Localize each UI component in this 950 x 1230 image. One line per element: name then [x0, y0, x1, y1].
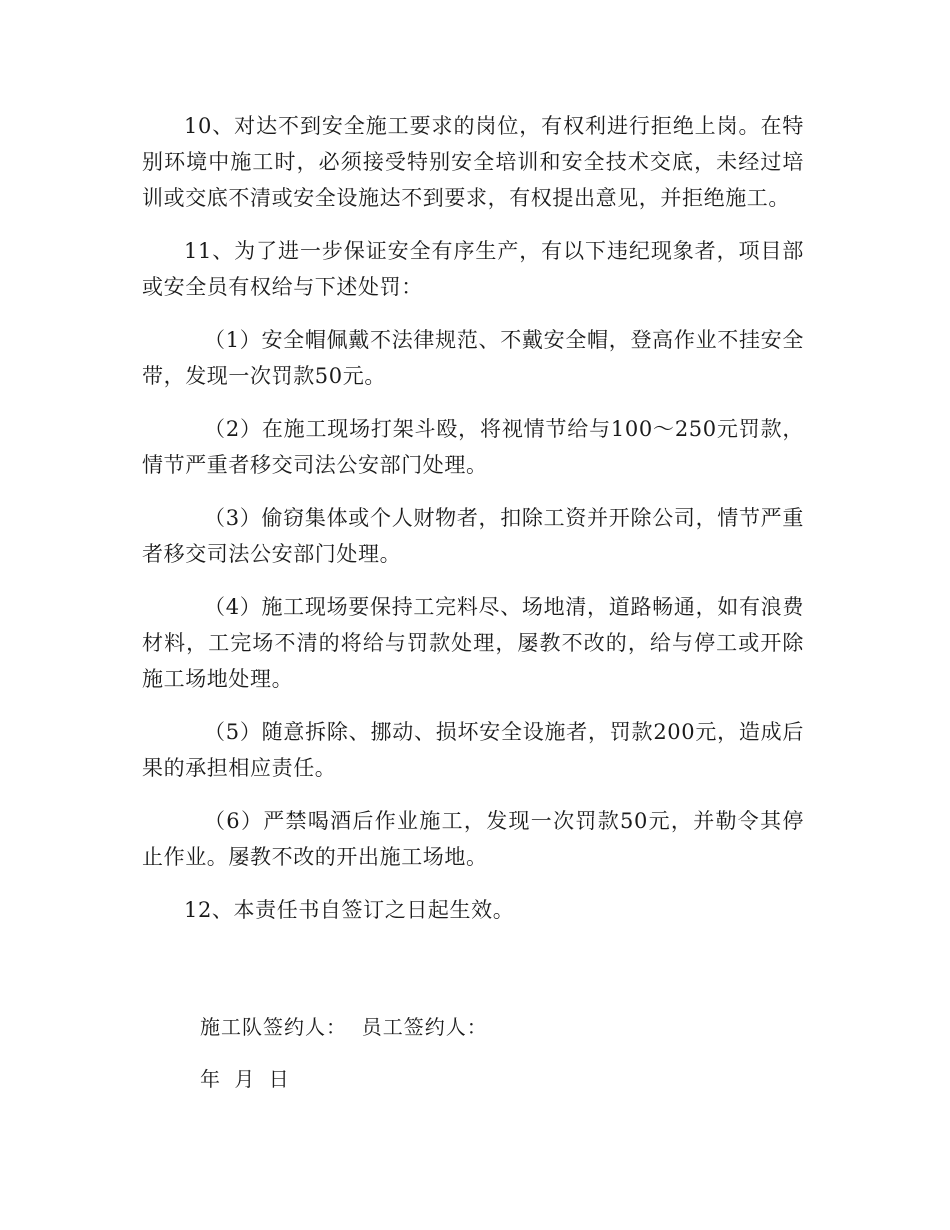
penalty-item-1: （1）安全帽佩戴不法律规范、不戴安全帽，登高作业不挂安全带，发现一次罚款50元。: [142, 328, 804, 388]
document-body: [142, 108, 804, 945]
clause-10: 10、对达不到安全施工要求的岗位，有权利进行拒绝上岗。在特别环境中施工时，必须接受特别安全培训和安全技术交底，未经过培训或交底不清或安全设施达不到要求，有权提出意见，并拒绝施工。: [142, 114, 804, 210]
penalty-item-6: （6）严禁喝酒后作业施工，发现一次罚款50元，并勒令其停止作业。屡教不改的开出施工场地。: [142, 809, 804, 869]
penalty-item-3: （3）偷窃集体或个人财物者，扣除工资并开除公司，情节严重者移交司法公安部门处理。: [142, 506, 804, 566]
signature-line: 施工队签约人： 员工签约人：: [200, 1015, 488, 1039]
penalty-item-2: （2）在施工现场打架斗殴，将视情节给与100～250元罚款，情节严重者移交司法公安部门处理。: [142, 417, 804, 477]
clause-12: 12、本责任书自签订之日起生效。: [184, 898, 515, 922]
penalty-item-5: （5）随意拆除、挪动、损坏安全设施者，罚款200元，造成后果的承担相应责任。: [142, 720, 804, 780]
penalty-item-4: （4）施工现场要保持工完料尽、场地清，道路畅通，如有浪费材料，工完场不清的将给与罚款处理，屡教不改的，给与停工或开除施工场地处理。: [142, 595, 804, 691]
clause-11: 11、为了进一步保证安全有序生产，有以下违纪现象者，项目部或安全员有权给与下述处罚：: [142, 239, 804, 299]
date-line: 年 月 日: [200, 1067, 290, 1091]
